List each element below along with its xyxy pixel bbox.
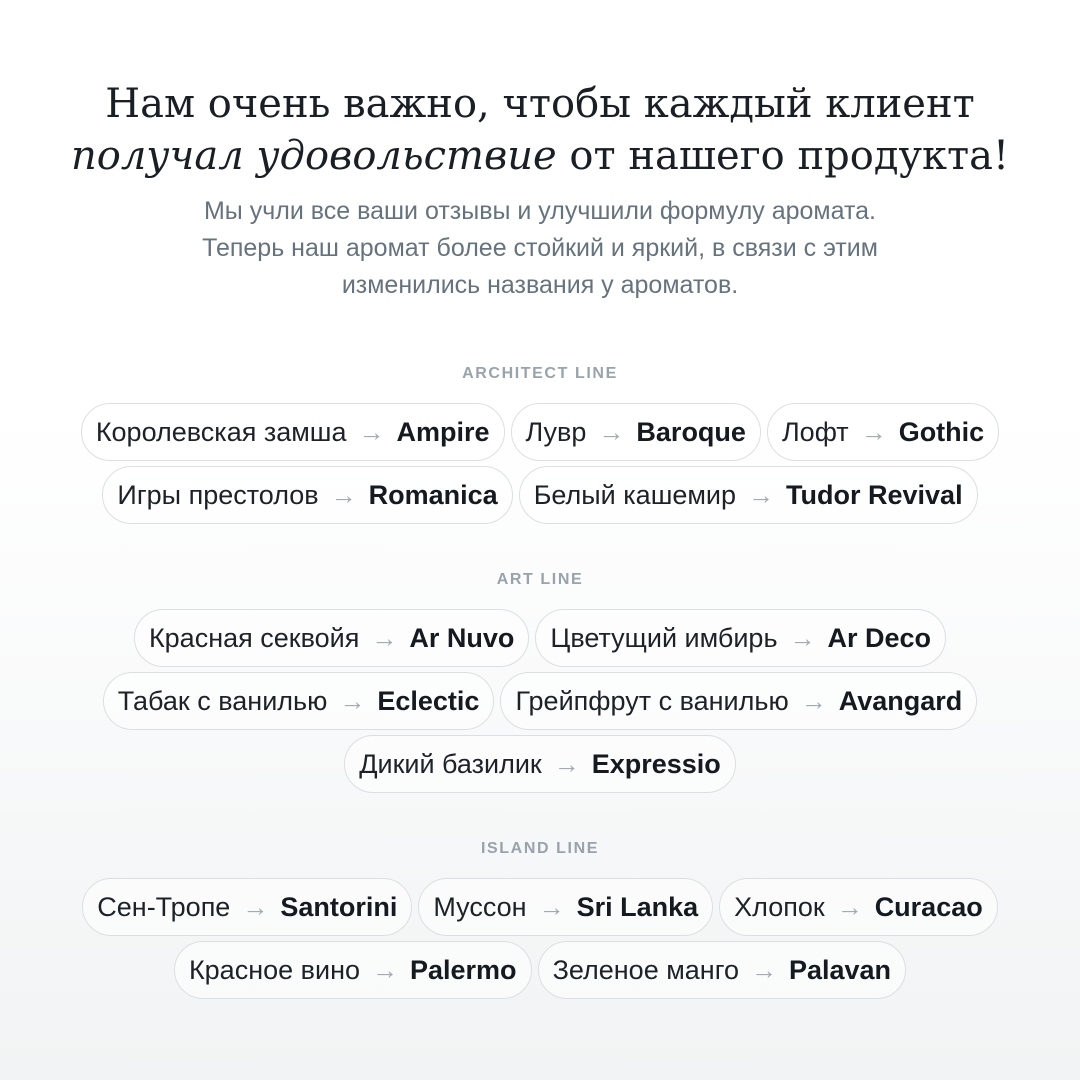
arrow-right-icon: → (358, 416, 385, 447)
rename-pill (767, 403, 999, 461)
new-name: Ampire (396, 416, 490, 447)
arrow-right-icon: → (598, 416, 625, 447)
new-name: Ar Nuvo (409, 622, 515, 653)
new-name: Gothic (898, 416, 985, 447)
subtitle (140, 193, 940, 304)
title-line-1: Нам очень важно, чтобы каждый клиент (105, 81, 975, 127)
old-name: Дикий базилик (359, 748, 542, 779)
arrow-right-icon: → (748, 479, 775, 510)
new-name: Expressio (591, 748, 721, 779)
rename-pill (81, 403, 505, 461)
art-row-2 (0, 672, 1080, 730)
old-name: Игры престолов (117, 479, 319, 510)
new-name: Curacao (874, 891, 983, 922)
new-name: Sri Lanka (576, 891, 699, 922)
arrow-right-icon: → (330, 479, 357, 510)
arrow-right-icon: → (750, 954, 777, 985)
island-row-2 (0, 941, 1080, 999)
arrow-right-icon: → (371, 622, 398, 653)
old-name: Лофт (781, 416, 849, 447)
rename-pill (719, 878, 998, 936)
arrow-right-icon: → (372, 954, 398, 985)
section-label-architect: ARCHITECT LINE (462, 365, 618, 382)
art-row-1 (0, 609, 1080, 667)
old-name: Белый кашемир (533, 479, 737, 510)
rename-pill (134, 609, 529, 667)
title-line-2-rest: от нашего продукта! (556, 133, 1010, 179)
arrow-right-icon: → (836, 891, 863, 922)
arrow-right-icon: → (789, 622, 816, 653)
old-name: Грейпфрут с ванилью (515, 685, 789, 716)
architect-row-2 (0, 466, 1080, 524)
new-name: Baroque (636, 416, 746, 447)
rename-pill (538, 941, 906, 999)
new-name: Tudor Revival (786, 479, 963, 510)
arrow-right-icon: → (800, 685, 827, 716)
page-title (0, 78, 1080, 182)
rename-pill (418, 878, 713, 936)
rename-pill (511, 403, 761, 461)
rename-pill (500, 672, 977, 730)
old-name: Цветущий имбирь (550, 622, 778, 653)
rename-pill (174, 941, 532, 999)
arrow-right-icon: → (860, 416, 887, 447)
arrow-right-icon: → (339, 685, 366, 716)
arrow-right-icon: → (242, 891, 269, 922)
old-name: Сен-Тропе (97, 891, 231, 922)
rename-pill (535, 609, 946, 667)
new-name: Romanica (368, 479, 498, 510)
arrow-right-icon: → (538, 891, 565, 922)
rename-pill (519, 466, 978, 524)
new-name: Avangard (838, 685, 963, 716)
title-emphasis: получал удовольствие (70, 133, 557, 179)
old-name: Муссон (433, 891, 527, 922)
rename-pill (102, 466, 512, 524)
architect-row-1 (0, 403, 1080, 461)
new-name: Palermo (410, 954, 517, 985)
old-name: Табак с ванилью (117, 685, 328, 716)
old-name: Зеленое манго (552, 954, 739, 985)
island-row-1 (0, 878, 1080, 936)
arrow-right-icon: → (553, 748, 580, 779)
section-label-island: ISLAND LINE (480, 840, 600, 857)
subtitle-line-2: Теперь наш аромат более стойкий и яркий, в связи с этим (202, 234, 878, 262)
subtitle-line-3: изменились названия у ароматов. (341, 271, 739, 299)
new-name: Ar Deco (827, 622, 932, 653)
old-name: Королевская замша (95, 416, 347, 447)
old-name: Лувр (525, 416, 587, 447)
section-label-art: ART LINE (496, 571, 584, 588)
new-name: Eclectic (377, 685, 480, 716)
new-name: Santorini (280, 891, 398, 922)
old-name: Красное вино (188, 954, 360, 985)
new-name: Palavan (788, 954, 892, 985)
rename-pill (103, 672, 495, 730)
old-name: Красная секвойя (148, 622, 360, 653)
rename-pill (344, 735, 736, 793)
art-row-3 (0, 735, 1080, 793)
rename-pill (82, 878, 412, 936)
subtitle-line-1: Мы учли все ваши отзывы и улучшили формулу аромата. (203, 197, 876, 225)
old-name: Хлопок (734, 891, 825, 922)
